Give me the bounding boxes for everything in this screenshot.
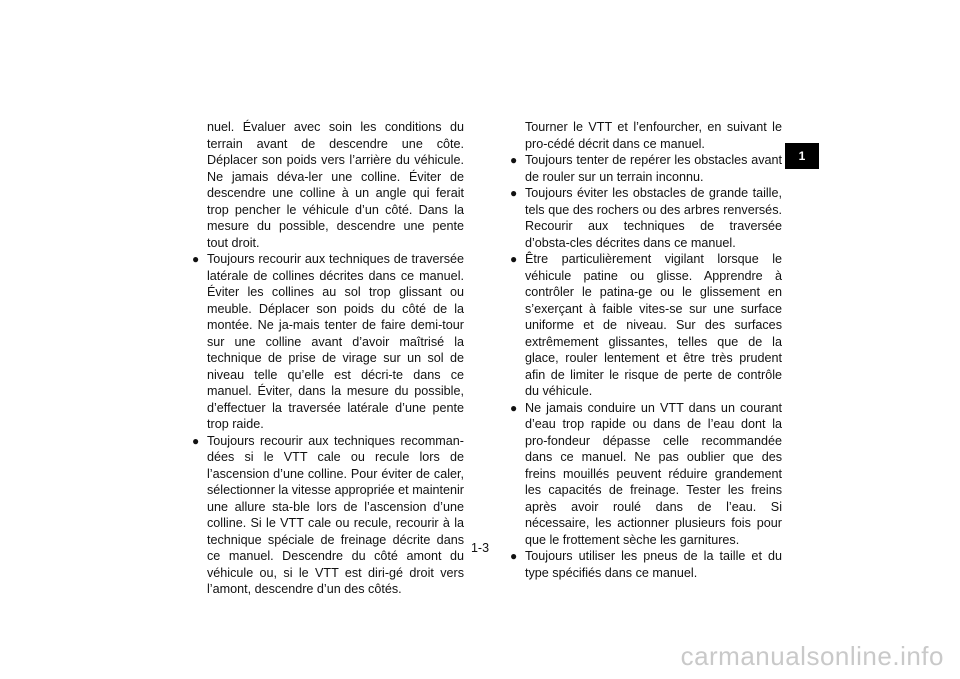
bullet-text: Ne jamais conduire un VTT dans un courant d’eau trop rapide ou dans de l’eau dont la pro-fondeur dépasse celle recommandée dans ce manuel. Ne pas oublier que des freins mouillés peuvent réduire grandement les capacités de freinage. Tester les freins après avoir roulé dans de l’eau. Si nécessaire, les actionner plusieurs fois pour que le frottement sèche les garnitures.: [525, 400, 782, 547]
bullet-icon: ●: [510, 549, 518, 563]
left-continuation-paragraph: nuel. Évaluer avec soin les conditions du terrain avant de descendre une côte. Déplacer son poids vers l’arrière du véhicule. Ne jamais déva-ler une colline. Éviter de descendre une colline à un angle qui ferait trop pencher le véhicule d’un côté. Dans la mesure du possible, descendre une pente tout droit.: [207, 120, 464, 250]
bullet-icon: ●: [510, 252, 518, 266]
bullet-item: [192, 251, 464, 433]
bullet-item: [510, 185, 782, 251]
right-column: [510, 119, 782, 581]
bullet-text: Toujours recourir aux techniques recomman-dées si le VTT cale ou recule lors de l’ascension d’une colline. Pour éviter de caler, sélectionner la vitesse appropriée et maintenir une allure sta-ble lors de l’ascension d’une colline. Si le VTT cale ou recule, recourir à la technique spéciale de freinage décrite dans ce manuel. Descendre du côté amont du véhicule ou, si le VTT est diri-gé droit vers l’amont, descendre d’un des côtés.: [207, 433, 464, 596]
bullet-item: [192, 433, 464, 598]
watermark: carmanualsonline.info: [680, 641, 944, 671]
bullet-icon: ●: [510, 153, 518, 167]
chapter-tab: 1: [785, 143, 819, 169]
bullet-text: Toujours tenter de repérer les obstacles avant de rouler sur un terrain inconnu.: [525, 153, 782, 184]
bullet-icon: ●: [510, 186, 518, 200]
bullet-icon: ●: [510, 400, 518, 415]
bullet-icon: ●: [192, 433, 200, 448]
left-column: [192, 119, 464, 598]
bullet-icon: ●: [192, 252, 200, 266]
bullet-text: Toujours utiliser les pneus de la taille et du type spécifiés dans ce manuel.: [525, 549, 782, 580]
bullet-item: [510, 152, 782, 185]
bullet-text: Toujours recourir aux techniques de traversée latérale de collines décrites dans ce manuel. Éviter les collines au sol trop glissant ou meuble. Déplacer son poids du côté de la montée. Ne ja-mais tenter de faire demi-tour sur une colline avant d’avoir maîtrisé la technique de prise de virage sur un sol de niveau telle qu’elle est décri-te dans ce manuel. Éviter, dans la mesure du possible, d’effectuer la traversée latérale d’une pente trop raide.: [207, 252, 464, 431]
right-continuation-paragraph: Tourner le VTT et l’enfourcher, en suivant le pro-cédé décrit dans ce manuel.: [525, 120, 782, 151]
bullet-text: Être particulièrement vigilant lorsque le véhicule patine ou glisse. Apprendre à contrôler le patina-ge ou le glissement en s’exerçant à faible vites-se sur une surface uniforme et de niveau. Sur des surfaces extrêmement glissantes, telles que de la glace, rouler lentement et être très prudent afin de limiter le risque de perte de contrôle du véhicule.: [525, 252, 782, 398]
page-number: 1-3: [470, 541, 490, 555]
bullet-text: Toujours éviter les obstacles de grande taille, tels que des rochers ou des arbres renversés. Recourir aux techniques de traversée d’obsta-cles décrites dans ce manuel.: [525, 186, 782, 250]
bullet-item: [510, 251, 782, 400]
bullet-item: [510, 400, 782, 549]
